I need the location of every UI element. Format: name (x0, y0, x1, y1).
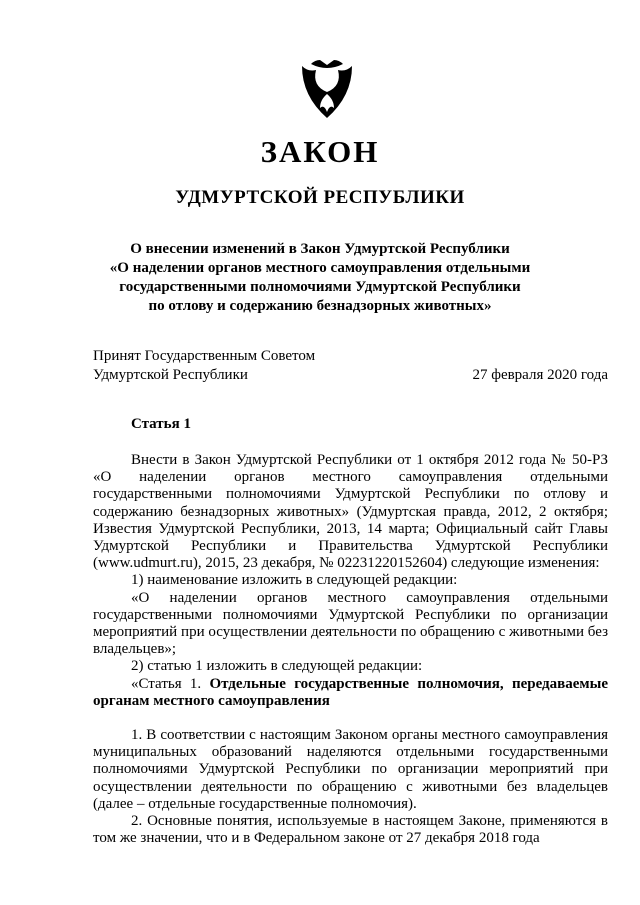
article-heading: Статья 1 (131, 416, 191, 432)
law-name-line: по отлову и содержанию безнадзорных животных» (148, 298, 492, 314)
paragraph: 2) статью 1 изложить в следующей редакции: (131, 658, 423, 675)
document-body (93, 452, 608, 847)
law-name-line: «О наделении органов местного самоуправления отдельными (109, 260, 531, 276)
paragraph-article-title (93, 676, 608, 710)
paragraph: 1. В соответствии с настоящим Законом органы местного самоуправления муниципальных образований наделяются отдельными государственными полномочиями Удмуртской Республики по организации мероприятий при осуществлении деятельности по обращению с животными без владельцев (далее – отдельные государственные полномочия). (93, 727, 608, 812)
adoption-block (93, 347, 608, 385)
law-name-line: государственными полномочиями Удмуртской Республики (119, 279, 521, 295)
paragraph: «О наделении органов местного самоуправления отдельными государственными полномочиями Удмуртской Республики по организации мероприятий при осуществлении деятельности по обращению с животными без владельцев»; (93, 589, 608, 658)
coat-of-arms-emblem-icon (298, 58, 356, 120)
article-title-lead: «Статья 1. (131, 675, 210, 692)
adoption-date: 27 февраля 2020 года (472, 367, 608, 383)
article-title-bold: Отдельные государственные полномочия, передаваемые органам местного самоуправления (93, 675, 608, 709)
document-title: ЗАКОН (260, 134, 380, 169)
law-name-line: О внесении изменений в Закон Удмуртской Республики (130, 241, 510, 257)
paragraph: Внести в Закон Удмуртской Республики от 1 октября 2012 года № 50-РЗ «О наделении органов местного самоуправления отдельными государственными полномочиями Удмуртской Республики по отлову и содержанию безнадзорных животных» (Удмуртская правда, 2012, 2 октября; Известия Удмуртской Республики, 2013, 14 марта; Официальный сайт Главы Удмуртской Республики и Правительства Удмуртской Республики (www.udmurt.ru), 2015, 23 декабря, № 02231220152604) следующие изменения: (93, 452, 608, 572)
paragraph: 1) наименование изложить в следующей редакции: (131, 572, 458, 589)
document-subtitle: УДМУРТСКОЙ РЕСПУБЛИКИ (175, 187, 465, 208)
paragraph: 2. Основные понятия, используемые в настоящем Законе, применяются в том же значении, что и в Федеральном законе от 27 декабря 2018 года (93, 813, 608, 847)
law-name (0, 240, 640, 316)
adopted-by-line: Удмуртской Республики (93, 367, 248, 383)
adopted-by-line: Принят Государственным Советом (93, 348, 316, 364)
